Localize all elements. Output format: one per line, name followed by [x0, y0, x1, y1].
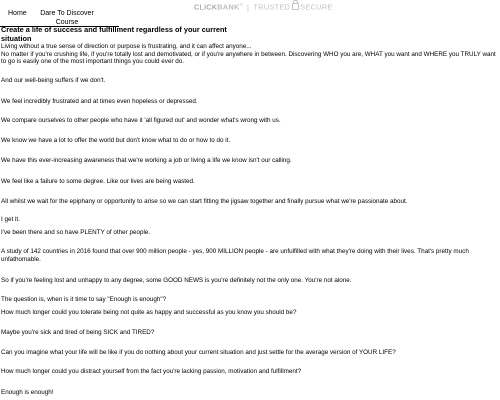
body-paragraph: So if you're feeling lost and unhappy to any degree, some GOOD NEWS is you're definitely not the only one. You're not alone. — [1, 277, 352, 284]
body-paragraph: I get it. — [1, 216, 20, 223]
secure-text: SECURE — [300, 2, 333, 12]
brand-separator: | — [247, 2, 250, 12]
body-paragraph: How much longer could you distract yourself from the fact you're lacking passion, motivation and fulfillment? — [1, 368, 302, 375]
body-paragraph: Can you imagine what your life will be like if you do nothing about your current situation and just settle for the average version of YOUR LIFE? — [1, 349, 396, 356]
brand-click-text: CLICK — [194, 2, 218, 12]
body-paragraph: Maybe you're sick and tired of being SICK and TIRED? — [1, 329, 155, 336]
body-paragraph: I've been there and so have PLENTY of other people. — [1, 229, 151, 236]
lock-icon — [292, 3, 299, 10]
body-paragraph: We compare ourselves to other people who have it 'all figured out' and wonder what's wrong with us. — [1, 117, 281, 124]
nav-dare-to-discover-link[interactable]: Dare To Discover Course — [40, 10, 94, 26]
body-paragraph: A study of 142 countries in 2016 found that over 900 million people - yes, 900 MILLION people - are unfulfilled with what they're doing with their lives. That's pretty much unfathomable. — [1, 248, 469, 263]
article — [1, 25, 498, 396]
body-paragraph: We know we have a lot to offer the world but don't know what to do or how to do it. — [1, 137, 231, 144]
body-paragraph: We feel incredibly frustrated and at times even hopeless or depressed. — [1, 98, 198, 105]
body-paragraph: All whilst we wait for the epiphany or opportunity to arise so we can start fitting the jigsaw together and finally pursue what we're passionate about. — [1, 198, 408, 205]
nav-home-link[interactable]: Home — [8, 10, 27, 17]
body-paragraph: We have this ever-increasing awareness that we're working a job or living a life we know isn't our calling. — [1, 157, 292, 164]
intro-paragraph-2: No matter if you're crushing life, if you're totally lost and demotivated, or if you're anywhere in between. Discovering WHO you are, WHAT you want and WHERE you TRULY want to go is easily one of the most important things you could ever do. — [1, 50, 496, 66]
registered-mark: ® — [239, 2, 243, 7]
body-paragraph: How much longer could you tolerate being not quite as happy and successful as you know you should be? — [1, 309, 297, 316]
body-paragraph: We feel like a failure to some degree. Like our lives are being wasted. — [1, 178, 195, 185]
page-title: Create a life of success and fulfillment regardless of your current situation — [1, 25, 227, 43]
intro-paragraph-1: Living without a true sense of direction or purpose is frustrating, and it can affect anyone... — [1, 43, 252, 50]
trusted-text: TRUSTED — [253, 2, 291, 12]
clickbank-trust-badge — [194, 0, 333, 13]
body-paragraph: The question is, when is it time to say "Enough is enough"? — [1, 296, 167, 303]
body-paragraph: And our well-being suffers if we don't. — [1, 77, 106, 84]
body-paragraph: Enough is enough! — [1, 389, 54, 396]
brand-bank-text: BANK — [217, 2, 240, 12]
